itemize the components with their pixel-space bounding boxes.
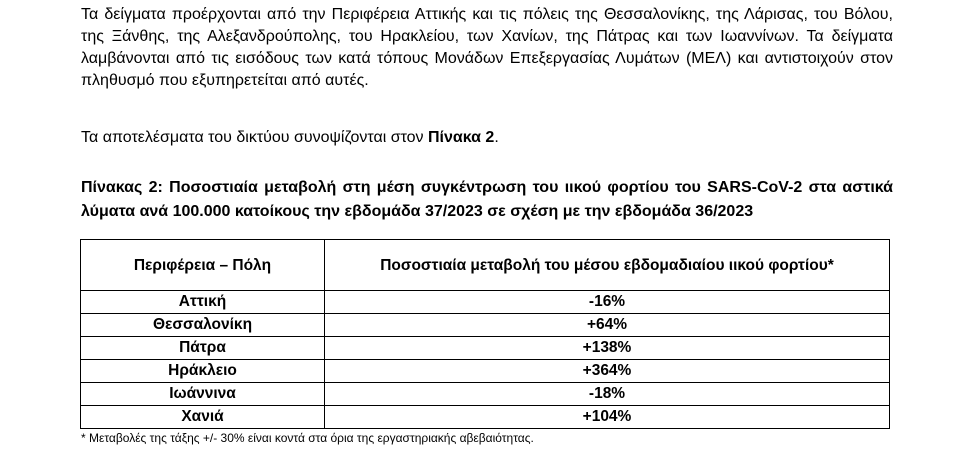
table-row <box>81 314 890 337</box>
table-caption: Πίνακας 2: Ποσοστιαία μεταβολή στη μέση συγκέντρωση του ιικού φορτίου του SARS-CoV-2 στα αστικά λύματα ανά 100.000 κατοίκους την εβδομάδα 37/2023 σε σχέση με την εβδομάδα 36/2023 <box>81 179 893 220</box>
table-row <box>81 360 890 383</box>
change-cell: +64% <box>325 314 890 337</box>
results-table <box>80 239 890 429</box>
table-reference: Πίνακα 2 <box>428 129 495 146</box>
table-row <box>81 383 890 406</box>
table-row <box>81 291 890 314</box>
table-row <box>81 337 890 360</box>
city-cell: Αττική <box>81 291 325 314</box>
change-cell: -18% <box>325 383 890 406</box>
intro-paragraph: Τα δείγματα προέρχονται από την Περιφέρεια Αττικής και τις πόλεις της Θεσσαλονίκης, της Λάρισας, του Βόλου, της Ξάνθης, της Αλεξανδρούπολης, του Ηρακλείου, των Χανίων, της Πάτρας και των Ιωαννίνων. Τα δείγματα λαμβάνονται από τις εισόδους των κατά τόπους Μονάδων Επεξεργασίας Λυμάτων (ΜΕΛ) και αντιστοιχούν στον πληθυσμό που εξυπηρετείται από αυτές. <box>81 6 893 89</box>
city-cell: Ηράκλειο <box>81 360 325 383</box>
summary-paragraph <box>81 127 893 149</box>
city-cell: Χανιά <box>81 406 325 429</box>
city-cell: Ιωάννινα <box>81 383 325 406</box>
change-cell: +138% <box>325 337 890 360</box>
table-header-row <box>81 240 890 291</box>
header-region-city: Περιφέρεια – Πόλη <box>81 240 325 291</box>
summary-text: Τα αποτελέσματα του δικτύου συνοψίζονται στον <box>81 129 428 146</box>
table-footnote: * Μεταβολές της τάξης +/- 30% είναι κοντά στα όρια της εργαστηριακής αβεβαιότητας. <box>81 431 534 445</box>
change-cell: -16% <box>325 291 890 314</box>
summary-suffix: . <box>494 129 499 146</box>
city-cell: Θεσσαλονίκη <box>81 314 325 337</box>
header-percent-change: Ποσοστιαία μεταβολή του μέσου εβδομαδιαίου ιικού φορτίου* <box>325 240 890 291</box>
city-cell: Πάτρα <box>81 337 325 360</box>
change-cell: +364% <box>325 360 890 383</box>
change-cell: +104% <box>325 406 890 429</box>
table-row <box>81 406 890 429</box>
